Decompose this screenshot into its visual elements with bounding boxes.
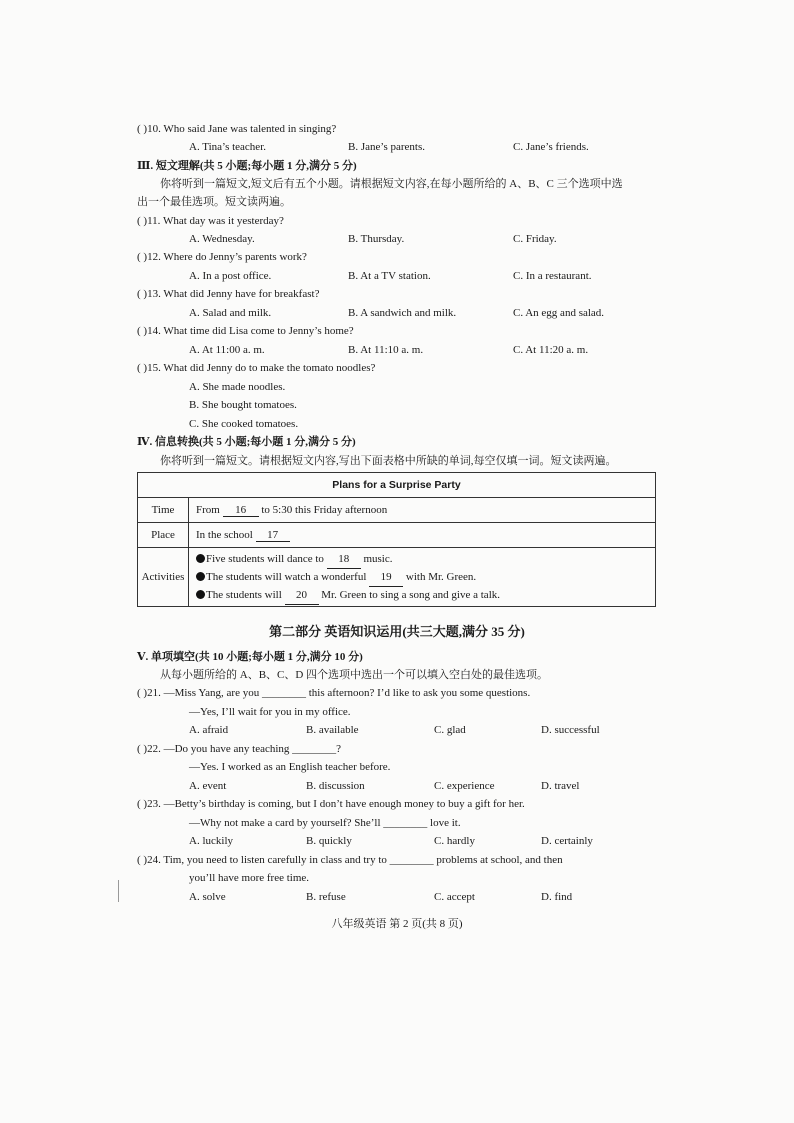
blank-20: 20 <box>285 586 319 605</box>
bullet-icon <box>196 554 205 563</box>
option-24-a: A. solve <box>189 891 226 903</box>
option-22-a: A. event <box>189 780 227 792</box>
question-21-response: —Yes, I’ll wait for you in my office. <box>189 706 351 718</box>
option-12-a: A. In a post office. <box>189 270 272 282</box>
option-21-a: A. afraid <box>189 724 229 736</box>
option-21-c: C. glad <box>434 724 466 736</box>
time-cell <box>189 498 656 523</box>
question-21: ( )21. —Miss Yang, are you ________ this afternoon? I’d like to ask you some questions. <box>137 687 531 699</box>
option-13-c: C. An egg and salad. <box>513 307 605 319</box>
option-21-d: D. successful <box>541 724 600 736</box>
blank-19: 19 <box>369 568 403 587</box>
option-24-c: C. accept <box>434 891 475 903</box>
option-24-b: B. refuse <box>306 891 346 903</box>
section-5-title: Ⅴ. 单项填空(共 10 小题;每小题 1 分,满分 10 分) <box>137 651 363 663</box>
activities-label: Activities <box>138 548 189 607</box>
option-11-b: B. Thursday. <box>348 233 405 245</box>
option-15-a: A. She made noodles. <box>189 381 286 393</box>
activity-2: The students will watch a wonderful 19 with Mr. Green. <box>196 568 648 586</box>
question-12: ( )12. Where do Jenny’s parents work? <box>137 251 307 263</box>
blank-16: 16 <box>223 504 259 517</box>
plan-table <box>137 472 656 607</box>
activity-1: Five students will dance to 18 music. <box>196 550 648 568</box>
question-10: ( )10. Who said Jane was talented in singing? <box>137 123 337 135</box>
question-23: ( )23. —Betty’s birthday is coming, but I don’t have enough money to buy a gift for her. <box>137 798 525 810</box>
section-4-title: Ⅳ. 信息转换(共 5 小题;每小题 1 分,满分 5 分) <box>137 436 356 448</box>
activities-cell <box>189 548 656 607</box>
blank-17: 17 <box>256 529 290 542</box>
question-24-cont: you’ll have more free time. <box>189 872 310 884</box>
table-title: Plans for a Surprise Party <box>138 473 656 498</box>
option-22-c: C. experience <box>434 780 495 792</box>
scan-edge-mark <box>118 880 119 902</box>
option-10-a: A. Tina’s teacher. <box>189 141 266 153</box>
question-24: ( )24. Tim, you need to listen carefully in class and try to ________ problems at school, and then <box>137 854 563 866</box>
option-24-d: D. find <box>541 891 573 903</box>
option-13-b: B. A sandwich and milk. <box>348 307 457 319</box>
question-13: ( )13. What did Jenny have for breakfast? <box>137 288 320 300</box>
part-2-heading: 第二部分 英语知识运用(共三大题,满分 35 分) <box>269 624 525 639</box>
section-3-instruction-cont: 出一个最佳选项。短文读两遍。 <box>137 196 291 208</box>
question-14: ( )14. What time did Lisa come to Jenny’s home? <box>137 325 354 337</box>
question-22-response: —Yes. I worked as an English teacher before. <box>189 761 391 773</box>
option-11-a: A. Wednesday. <box>189 233 255 245</box>
place-label: Place <box>138 523 189 548</box>
place-prefix: In the school <box>196 528 253 541</box>
time-prefix: From <box>196 503 220 516</box>
option-22-b: B. discussion <box>306 780 365 792</box>
option-23-a: A. luckily <box>189 835 233 847</box>
option-13-a: A. Salad and milk. <box>189 307 272 319</box>
option-12-b: B. At a TV station. <box>348 270 431 282</box>
option-23-b: B. quickly <box>306 835 352 847</box>
option-23-d: D. certainly <box>541 835 593 847</box>
option-23-c: C. hardly <box>434 835 475 847</box>
option-14-a: A. At 11:00 a. m. <box>189 344 265 356</box>
section-3-instruction: 你将听到一篇短文,短文后有五个小题。请根据短文内容,在每小题所给的 A、B、C 三个选项中选 <box>160 178 623 190</box>
question-15: ( )15. What did Jenny do to make the tomato noodles? <box>137 362 376 374</box>
option-10-b: B. Jane’s parents. <box>348 141 425 153</box>
option-10-c: C. Jane’s friends. <box>513 141 589 153</box>
bullet-icon <box>196 590 205 599</box>
option-15-c: C. She cooked tomatoes. <box>189 418 299 430</box>
option-15-b: B. She bought tomatoes. <box>189 399 297 411</box>
page-footer: 八年级英语 第 2 页(共 8 页) <box>331 918 463 930</box>
option-14-c: C. At 11:20 a. m. <box>513 344 589 356</box>
section-4-instruction: 你将听到一篇短文。请根据短文内容,写出下面表格中所缺的单词,每空仅填一词。短文读两遍。 <box>160 455 617 467</box>
option-21-b: B. available <box>306 724 359 736</box>
activity-3: The students will 20 Mr. Green to sing a song and give a talk. <box>196 586 648 604</box>
question-11: ( )11. What day was it yesterday? <box>137 215 284 227</box>
time-suffix: to 5:30 this Friday afternoon <box>261 503 388 516</box>
bullet-icon <box>196 572 205 581</box>
blank-18: 18 <box>327 550 361 569</box>
section-5-instruction: 从每小题所给的 A、B、C、D 四个选项中选出一个可以填入空白处的最佳选项。 <box>160 669 549 681</box>
place-cell <box>189 523 656 548</box>
question-23-response: —Why not make a card by yourself? She’ll ________ love it. <box>189 817 461 829</box>
option-11-c: C. Friday. <box>513 233 557 245</box>
option-22-d: D. travel <box>541 780 580 792</box>
option-12-c: C. In a restaurant. <box>513 270 592 282</box>
time-label: Time <box>138 498 189 523</box>
question-22: ( )22. —Do you have any teaching ________? <box>137 743 342 755</box>
option-14-b: B. At 11:10 a. m. <box>348 344 424 356</box>
section-3-title: Ⅲ. 短文理解(共 5 小题;每小题 1 分,满分 5 分) <box>137 160 357 172</box>
